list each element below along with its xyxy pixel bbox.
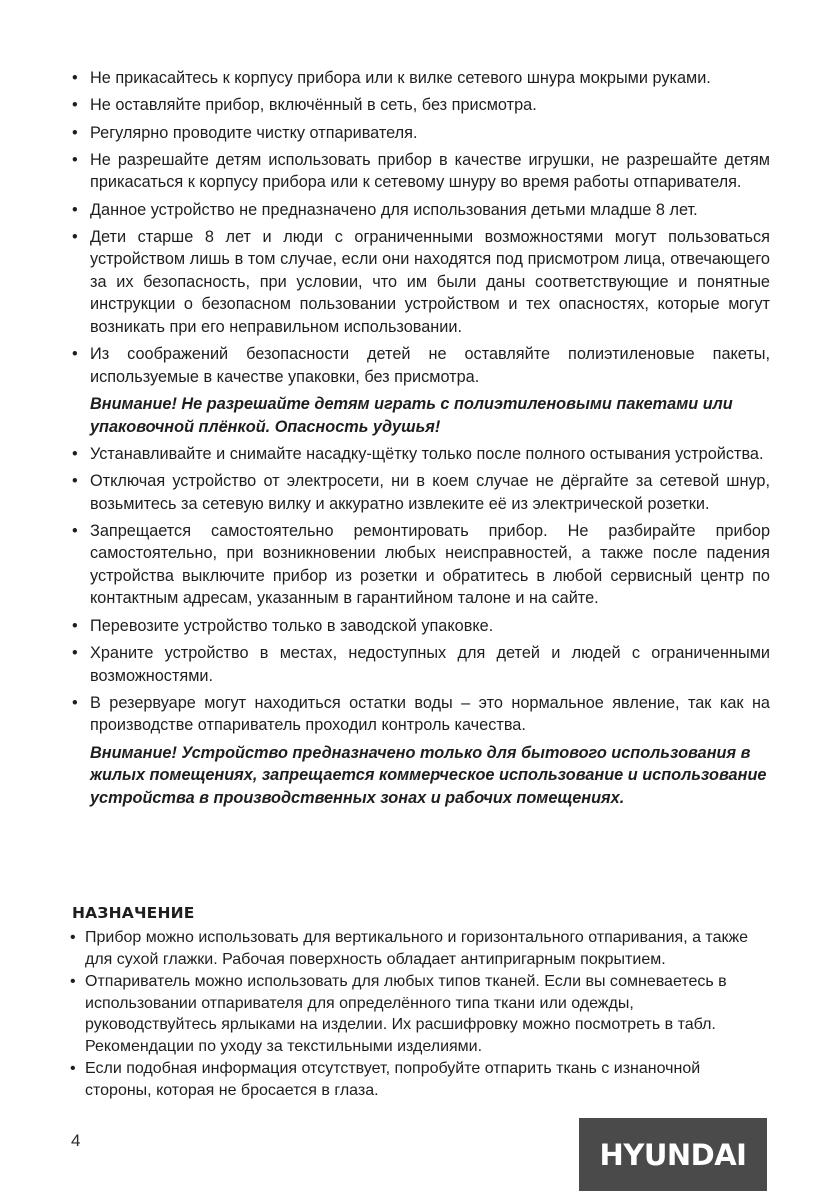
bullet-icon: • bbox=[72, 472, 78, 491]
list-item-text: Не оставляйте прибор, включённый в сеть, без присмотра. bbox=[90, 96, 537, 115]
list-item-text: Данное устройство не предназначено для использования детьми младше 8 лет. bbox=[90, 200, 698, 219]
bullet-icon: • bbox=[72, 227, 78, 246]
list-item bbox=[70, 67, 770, 90]
list-item bbox=[70, 443, 770, 466]
list-item bbox=[70, 122, 770, 145]
list-item bbox=[70, 199, 770, 222]
list-item bbox=[70, 1058, 762, 1101]
page-number: 4 bbox=[71, 1131, 81, 1150]
list-item bbox=[70, 971, 762, 1057]
bullet-icon: • bbox=[70, 929, 76, 946]
list-item bbox=[70, 149, 770, 194]
warning-note: Внимание! Устройство предназначено только для бытового использования в жилых помещениях, запрещается коммерческое использование и использование устройства в производственных зонах и рабочих помещениях. bbox=[90, 743, 767, 807]
list-item bbox=[70, 343, 770, 388]
bullet-icon: • bbox=[70, 1060, 76, 1078]
list-item-text: Запрещается самостоятельно ремонтировать прибор. Не разбирайте прибор самостоятельно, при возникновении любых неисправностей, а также после падения устройства выключите прибор из розетки и обратитесь в любой сервисный центр по контактным адресам, указанным в гарантийном талоне и на сайте. bbox=[90, 521, 770, 608]
safety-instructions-list bbox=[70, 67, 770, 814]
purpose-list bbox=[70, 927, 762, 1102]
bullet-icon: • bbox=[72, 345, 78, 364]
list-item bbox=[70, 692, 770, 737]
list-item-text: В резервуаре могут находиться остатки воды – это нормальное явление, так как на производстве отпариватель проходил контроль качества. bbox=[90, 693, 770, 735]
bullet-icon: • bbox=[70, 972, 76, 990]
list-item-text: Храните устройство в местах, недоступных для детей и людей с ограниченными возможностями. bbox=[90, 644, 770, 685]
list-item-text: Отпариватель можно использовать для любых типов тканей. Если вы сомневаетесь в использовании отпаривателя для определённого типа ткани или одежды, руководствуйтесь ярлыками на изделии. Их расшифровку можно посмотреть в табл. Рекомендации по уходу за текстильными изделиями. bbox=[85, 972, 727, 1055]
bullet-icon: • bbox=[72, 444, 78, 463]
bullet-icon: • bbox=[72, 69, 78, 87]
section-title-purpose: НАЗНАЧЕНИЕ bbox=[72, 904, 195, 922]
bullet-icon: • bbox=[72, 96, 78, 115]
list-item bbox=[70, 520, 770, 610]
list-item-text: Устанавливайте и снимайте насадку-щётку только после полного остывания устройства. bbox=[90, 444, 764, 463]
list-item bbox=[70, 642, 770, 687]
list-item bbox=[70, 470, 770, 515]
list-item-text: Отключая устройство от электросети, ни в коем случае не дёргайте за сетевой шнур, возьмитесь за сетевую вилку и аккуратно извлеките её из электрической розетки. bbox=[90, 472, 770, 513]
bullet-icon: • bbox=[72, 693, 78, 712]
list-item-text: Прибор можно использовать для вертикального и горизонтального отпаривания, а также для сухой глажки. Рабочая поверхность обладает антипригарным покрытием. bbox=[85, 929, 749, 968]
list-item-text: Не разрешайте детям использовать прибор в качестве игрушки, не разрешайте детям прикасаться к корпусу прибора или к сетевому шнуру во время работы отпаривателя. bbox=[90, 150, 770, 192]
list-item-text: Если подобная информация отсутствует, попробуйте отпарить ткань с изнаночной стороны, которая не бросается в глаза. bbox=[85, 1060, 701, 1099]
list-item bbox=[70, 927, 762, 970]
bullet-icon: • bbox=[72, 644, 78, 663]
bullet-icon: • bbox=[72, 521, 78, 540]
bullet-icon: • bbox=[72, 200, 78, 219]
logo-text: HYUNDAI bbox=[599, 1137, 747, 1172]
list-item-text: Регулярно проводите чистку отпаривателя. bbox=[90, 123, 418, 142]
list-item-text: Дети старше 8 лет и люди с ограниченными возможностями могут пользоваться устройством лишь в том случае, если они находятся под присмотром лица, отвечающего за их безопасность, при условии, что им были даны соответствующие и понятные инструкции о безопасном пользовании устройством и тех опасностях, которые могут возникать при его неправильном использовании. bbox=[90, 227, 770, 336]
bullet-icon: • bbox=[72, 150, 78, 169]
list-item-text: Не прикасайтесь к корпусу прибора или к вилке сетевого шнура мокрыми руками. bbox=[90, 69, 711, 87]
list-item bbox=[70, 226, 770, 339]
bullet-icon: • bbox=[72, 616, 78, 635]
bullet-icon: • bbox=[72, 123, 78, 142]
list-item bbox=[70, 94, 770, 117]
list-item-text: Перевозите устройство только в заводской упаковке. bbox=[90, 616, 494, 635]
list-item-text: Из соображений безопасности детей не оставляйте полиэтиленовые пакеты, используемые в качестве упаковки, без присмотра. bbox=[90, 345, 770, 386]
list-item bbox=[70, 615, 770, 638]
warning-note: Внимание! Не разрешайте детям играть с полиэтиленовыми пакетами или упаковочной плёнкой. Опасность удушья! bbox=[90, 395, 733, 436]
hyundai-logo bbox=[579, 1118, 767, 1191]
